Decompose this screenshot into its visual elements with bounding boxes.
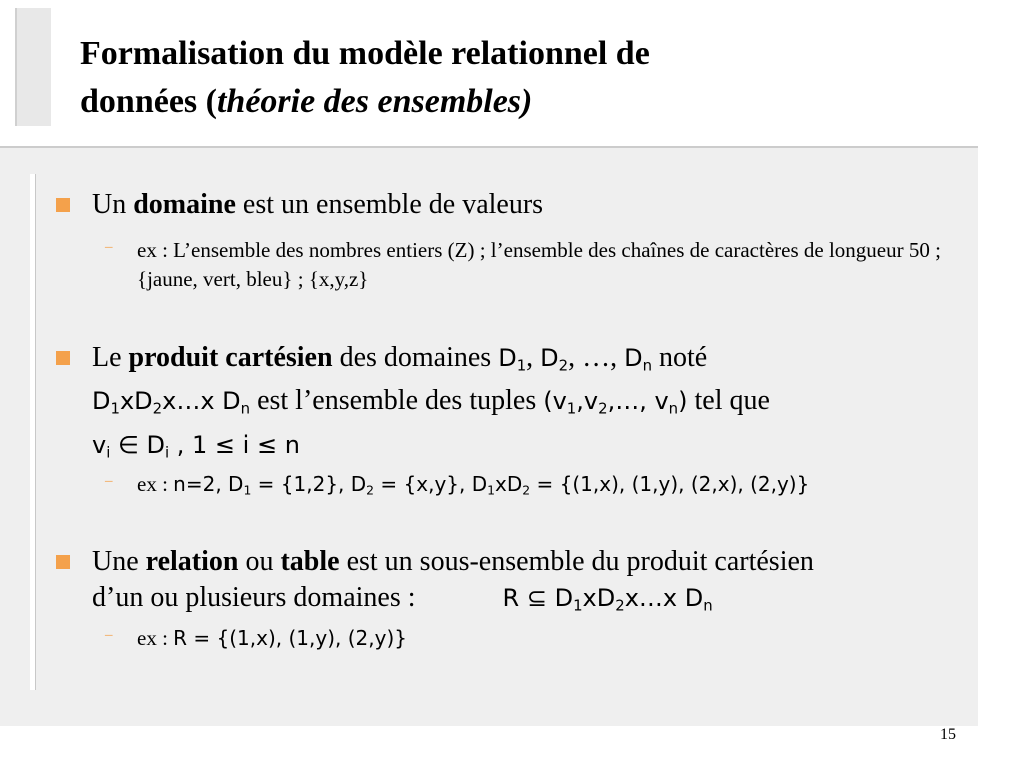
sub-produit-example [105, 470, 957, 505]
b2-note: noté [652, 342, 708, 373]
bullet-domaine [92, 187, 962, 223]
sub-dash-icon: – [105, 473, 113, 489]
b3-mid: ou [238, 546, 281, 577]
sub-relation-example [105, 624, 957, 653]
b2-sub-label: ex : [137, 472, 174, 496]
b2-product: $D_1xD_2x\dots x$ $D_n$ [92, 387, 251, 418]
sub-domaine-example [105, 236, 957, 294]
b2-comma: , [526, 342, 541, 373]
b3-pre: Une [92, 546, 146, 577]
b1-bold: domaine [133, 189, 236, 220]
b1-post: est un ensemble de valeurs [235, 189, 544, 220]
b2-tuples-text: est l’ensemble des tuples [250, 385, 544, 417]
b2-bold: produit cartésien [128, 342, 333, 373]
b3-sub-formula: R = {(1,x), (1,y), (2,y)} [173, 626, 407, 650]
b2-line-2 [92, 383, 962, 426]
b3-line2-text: d’un ou plusieurs domaines : [92, 582, 423, 613]
b3-post: est un sous-ensemble du produit cartésien [339, 546, 814, 577]
b2-mid: des domaines [332, 342, 499, 373]
b1-pre: Un [92, 189, 134, 220]
b3-sub-label: ex : [137, 626, 174, 650]
b3-line-1 [92, 544, 962, 580]
b3-formula: R ⊆ $D_1xD_2x\dots x$ $D_n$ [502, 584, 713, 615]
content-left-edge [30, 174, 36, 690]
b2-line-1 [92, 340, 962, 383]
b1-sub-text: ex : L’ensemble des nombres entiers (Z) ; l’ensemble des chaînes de caractères de longueur 50 ; {jaune, vert, bleu} ; {x,y,z} [137, 238, 941, 291]
title-line-2 [80, 78, 980, 126]
b2-tel-que: tel que [687, 385, 770, 417]
bullet-relation [92, 544, 962, 623]
b3-bold1: relation [145, 546, 239, 577]
title-line-2-plain: données ( [80, 83, 217, 120]
b2-d2: $D_2$ [540, 344, 569, 375]
bullet-square-icon [56, 555, 70, 569]
b2-pre: Le [92, 342, 129, 373]
b2-d1: $D_1$ [498, 344, 527, 375]
b2-dn: $D_n$ [624, 344, 653, 375]
title-line-2-italic: théorie des ensembles) [216, 83, 533, 120]
b2-ellipsis: , …, [568, 342, 625, 373]
b2-tuple: ($v_1,v_2,\dots$, $v_n$) [543, 387, 688, 418]
b2-condition: $v_i$ ∈ $D_i$ , 1 ≤ i ≤ n [92, 430, 300, 462]
bullet-produit-cartesien [92, 340, 962, 470]
title-accent-bar [15, 8, 51, 126]
b2-line-3 [92, 427, 962, 470]
b2-sub-formula: n=2, $D_1 = \{1,2\}$, $D_2 = \{x,y\}$, $D_1xD_2 = \{(1,x)$, (1,y), (2,x), (2,y)} [173, 472, 810, 498]
sub-dash-icon: – [105, 627, 113, 643]
sub-dash-icon: – [105, 239, 113, 255]
slide-number: 15 [940, 726, 956, 743]
slide-title [80, 30, 980, 126]
b3-bold2: table [280, 546, 340, 577]
bullet-square-icon [56, 351, 70, 365]
bullet-square-icon [56, 198, 70, 212]
b3-line-2 [92, 580, 962, 623]
title-line-1: Formalisation du modèle relationnel de [80, 35, 650, 72]
